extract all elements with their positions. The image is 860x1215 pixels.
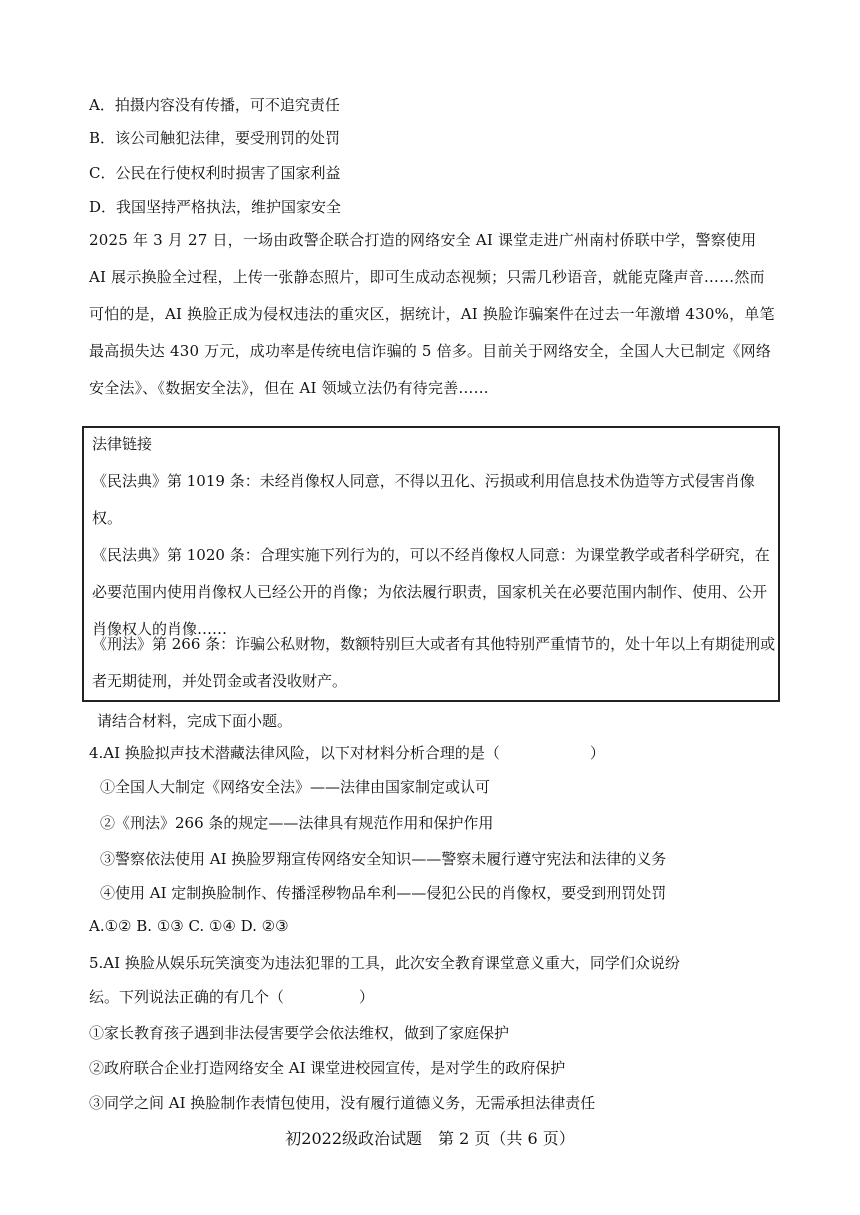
instruction: 请结合材料，完成下面小题。 bbox=[97, 712, 293, 730]
q4-choices: A.①② B. ①③ C. ①④ D. ②③ bbox=[89, 917, 289, 935]
option-c: C．公民在行使权利时损害了国家利益 bbox=[89, 164, 341, 182]
q5-item-2: ②政府联合企业打造网络安全 AI 课堂进校园宣传，是对学生的政府保护 bbox=[89, 1059, 566, 1077]
q5-item-1: ①家长教育孩子遇到非法侵害要学会依法维权，做到了家庭保护 bbox=[89, 1024, 510, 1042]
law-item-266: 《刑法》第 266 条：诈骗公私财物，数额特别巨大或者有其他特别严重情节的，处十年以上有期徒刑或者无期徒刑，并处罚金或者没收财产。 bbox=[92, 635, 776, 690]
law-link-box bbox=[82, 426, 780, 702]
q5-stem-line1: 5.AI 换脸从娱乐玩笑演变为违法犯罪的工具，此次安全教育课堂意义重大，同学们众说纷 bbox=[89, 954, 680, 972]
q5-item-3: ③同学之间 AI 换脸制作表情包使用，没有履行道德义务，无需承担法律责任 bbox=[89, 1094, 596, 1112]
option-d: D．我国坚持严格执法，维护国家安全 bbox=[89, 198, 342, 216]
law-item-1019: 《民法典》第 1019 条：未经肖像权人同意，不得以丑化、污损或利用信息技术伪造等方式侵害肖像权。 bbox=[92, 472, 755, 527]
q4-stem: 4.AI 换脸拟声技术潜藏法律风险，以下对材料分析合理的是（ ） bbox=[89, 744, 605, 762]
q4-item-4: ④使用 AI 定制换脸制作、传播淫秽物品牟利——侵犯公民的肖像权，要受到刑罚处罚 bbox=[100, 884, 667, 902]
q4-item-1: ①全国人大制定《网络安全法》——法律由国家制定或认可 bbox=[100, 778, 491, 796]
q4-item-3: ③警察依法使用 AI 换脸罗翔宣传网络安全知识——警察未履行遵守宪法和法律的义务 bbox=[100, 850, 667, 868]
option-a: A．拍摄内容没有传播，可不追究责任 bbox=[89, 96, 340, 114]
q5-stem-line2: 纭。下列说法正确的有几个（ ） bbox=[89, 988, 375, 1006]
law-box-title: 法律链接 bbox=[92, 435, 153, 453]
q4-item-2: ②《刑法》266 条的规定——法律具有规范作用和保护作用 bbox=[100, 814, 494, 832]
page-footer: 初2022级政治试题 第 2 页（共 6 页） bbox=[285, 1129, 575, 1148]
option-b: B．该公司触犯法律，要受刑罚的处罚 bbox=[89, 129, 341, 147]
material-paragraph: 2025 年 3 月 27 日，一场由政警企联合打造的网络安全 AI 课堂走进广州南村侨联中学，警察使用 AI 展示换脸全过程，上传一张静态照片，即可生成动态视频；只需几秒语音，就能克隆声音……然而可怕的是，AI 换脸正成为侵权违法的重灾区，据统计，AI 换脸诈骗案件在过去一年激增 430%，单笔最高损失达 430 万元，成功率是传统电信诈骗的 5 倍多。目前关于网络安全，全国人大已制定《网络安全法》、《数据安全法》，但在 AI 领域立法仍有待完善…… bbox=[89, 231, 775, 397]
law-item-1020: 《民法典》第 1020 条：合理实施下列行为的，可以不经肖像权人同意：为课堂教学或者科学研究，在必要范围内使用肖像权人已经公开的肖像；为依法履行职责，国家机关在必要范围内制作、使用、公开肖像权人的肖像…… bbox=[92, 546, 770, 638]
